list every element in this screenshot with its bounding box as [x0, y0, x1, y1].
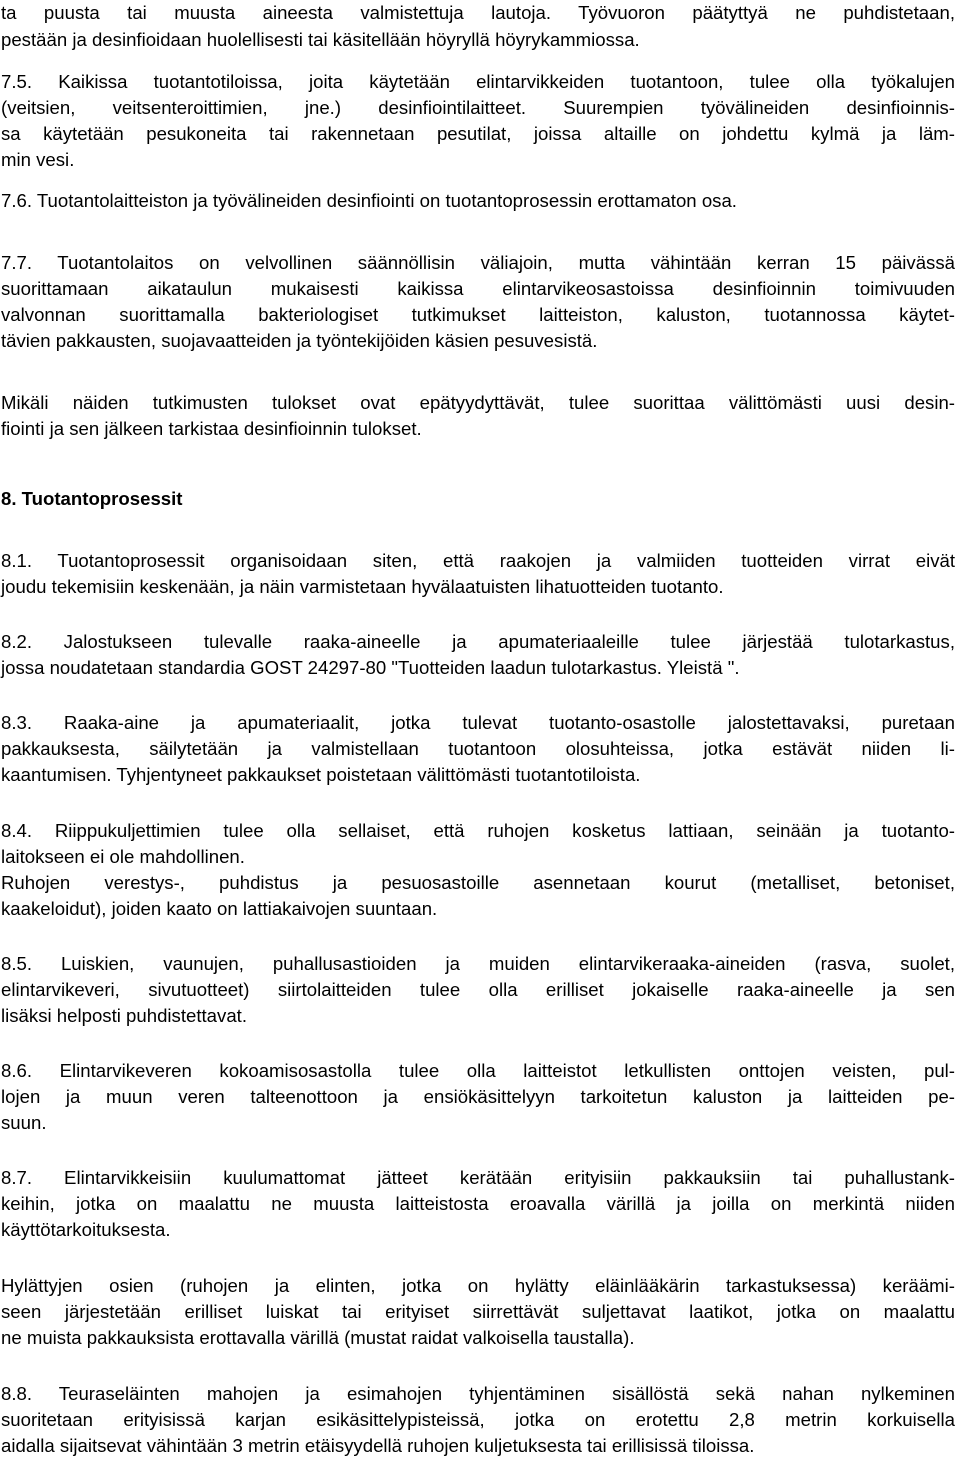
- text-line: 8.6. Elintarvikeveren kokoamisosastolla tulee olla laitteistot letkullisten onttojen veisten, pul-: [1, 1060, 955, 1081]
- text-line: ta puusta tai muusta aineesta valmistettuja lautoja. Työvuoron päätyttyä ne puhdistetaan,: [1, 2, 955, 23]
- text-line: laitokseen ei ole mahdollinen.: [1, 846, 245, 867]
- text-line: kaantumisen. Tyhjentyneet pakkaukset poistetaan välittömästi tuotantotiloista.: [1, 764, 641, 785]
- text-line: lojen ja muun veren talteenottoon ja ensiökäsittelyyn tarkoitetun kaluston ja laitteiden pe-: [1, 1086, 955, 1107]
- text-line: jossa noudatetaan standardia GOST 24297-80 "Tuotteiden laadun tulotarkastus. Yleistä ".: [1, 657, 740, 678]
- text-line: 7.6. Tuotantolaitteiston ja työvälineiden desinfiointi on tuotantoprosessin erottamaton osa.: [1, 190, 737, 211]
- text-line: 7.5. Kaikissa tuotantotiloissa, joita käytetään elintarvikkeiden tuotantoon, tulee olla työkalujen: [1, 71, 955, 92]
- text-line: sa käytetään pesukoneita tai rakennetaan pesutilat, joissa altaille on johdettu kylmä ja läm-: [1, 123, 955, 144]
- text-line: pakkauksesta, säilytetään ja valmistellaan tuotantoon olosuhteissa, jotka estävät niiden li-: [1, 738, 955, 759]
- text-line: (veitsien, veitsenteroittimien, jne.) desinfiointilaitteet. Suurempien työvälineiden desinfioinnis-: [1, 97, 955, 118]
- text-line: suoritetaan erityisissä karjan esikäsittelypisteissä, jotka on erotettu 2,8 metrin korkuisella: [1, 1409, 955, 1430]
- text-line: 7.7. Tuotantolaitos on velvollinen säännöllisin väliajoin, mutta vähintään kerran 15 päivässä: [1, 252, 955, 273]
- text-line: joudu tekemisiin keskenään, ja näin varmistetaan hyvälaatuisten lihatuotteiden tuotanto.: [1, 576, 724, 597]
- text-line: kaakeloidut), joiden kaato on lattiakaivojen suuntaan.: [1, 898, 438, 919]
- text-line: Hylättyjen osien (ruhojen ja elinten, jotka on hylätty eläinlääkärin tarkastuksessa) keräämi-: [1, 1275, 955, 1296]
- text-line: min vesi.: [1, 149, 75, 170]
- text-line: seen järjestetään erilliset luiskat tai erityiset siirrettävät suljettavat laatikot, jotka on maalattu: [1, 1301, 955, 1322]
- text-line: lisäksi helposti puhdistettavat.: [1, 1005, 247, 1026]
- text-line: pestään ja desinfioidaan huolellisesti tai käsitellään höyryllä höyrykammiossa.: [1, 29, 640, 50]
- text-line: 8.8. Teuraseläinten mahojen ja esimahojen tyhjentäminen sisällöstä sekä nahan nylkeminen: [1, 1383, 955, 1404]
- text-line: 8.5. Luiskien, vaunujen, puhallusastioiden ja muiden elintarvikeraaka-aineiden (rasva, suolet,: [1, 953, 955, 974]
- section-heading: 8. Tuotantoprosessit: [1, 488, 183, 509]
- text-line: suun.: [1, 1112, 47, 1133]
- text-line: Mikäli näiden tutkimusten tulokset ovat epätyydyttävät, tulee suorittaa välittömästi uusi desin-: [1, 392, 955, 413]
- text-line: 8.2. Jalostukseen tulevalle raaka-aineelle ja apumateriaaleille tulee järjestää tulotarkastus,: [1, 631, 955, 652]
- text-line: 8.3. Raaka-aine ja apumateriaalit, jotka tulevat tuotanto-osastolle jalostettavaksi, puretaan: [1, 712, 955, 733]
- text-line: ne muista pakkauksista erottavalla värillä (mustat raidat valkoisella taustalla).: [1, 1327, 635, 1348]
- text-line: suorittamaan aikataulun mukaisesti kaikissa elintarvikeosastoissa desinfioinnin toimivuuden: [1, 278, 955, 299]
- text-line: elintarvikeveri, sivutuotteet) siirtolaitteiden tulee olla erilliset jokaiselle raaka-aineelle ja sen: [1, 979, 955, 1000]
- text-line: käyttötarkoituksesta.: [1, 1219, 171, 1240]
- text-line: 8.1. Tuotantoprosessit organisoidaan siten, että raakojen ja valmiiden tuotteiden virrat eivät: [1, 550, 955, 571]
- text-line: fiointi ja sen jälkeen tarkistaa desinfioinnin tulokset.: [1, 418, 422, 439]
- text-line: aidalla sijaitsevat vähintään 3 metrin etäisyydellä ruhojen kuljetuksesta tai erillisissä tiloissa.: [1, 1435, 755, 1456]
- text-line: Ruhojen verestys-, puhdistus ja pesuosastoille asennetaan kourut (metalliset, betoniset,: [1, 872, 955, 893]
- text-line: valvonnan suorittamalla bakteriologiset tutkimukset laitteiston, kaluston, tuotannossa käytet-: [1, 304, 955, 325]
- text-line: tävien pakkausten, suojavaatteiden ja työntekijöiden käsien pesuvesistä.: [1, 330, 598, 351]
- text-line: keihin, jotka on maalattu ne muusta laitteistosta eroavalla värillä ja joilla on merkintä niiden: [1, 1193, 955, 1214]
- text-line: 8.7. Elintarvikkeisiin kuulumattomat jätteet kerätään erityisiin pakkauksiin tai puhallustank-: [1, 1167, 955, 1188]
- text-line: 8.4. Riippukuljettimien tulee olla sellaiset, että ruhojen kosketus lattiaan, seinään ja tuotanto-: [1, 820, 955, 841]
